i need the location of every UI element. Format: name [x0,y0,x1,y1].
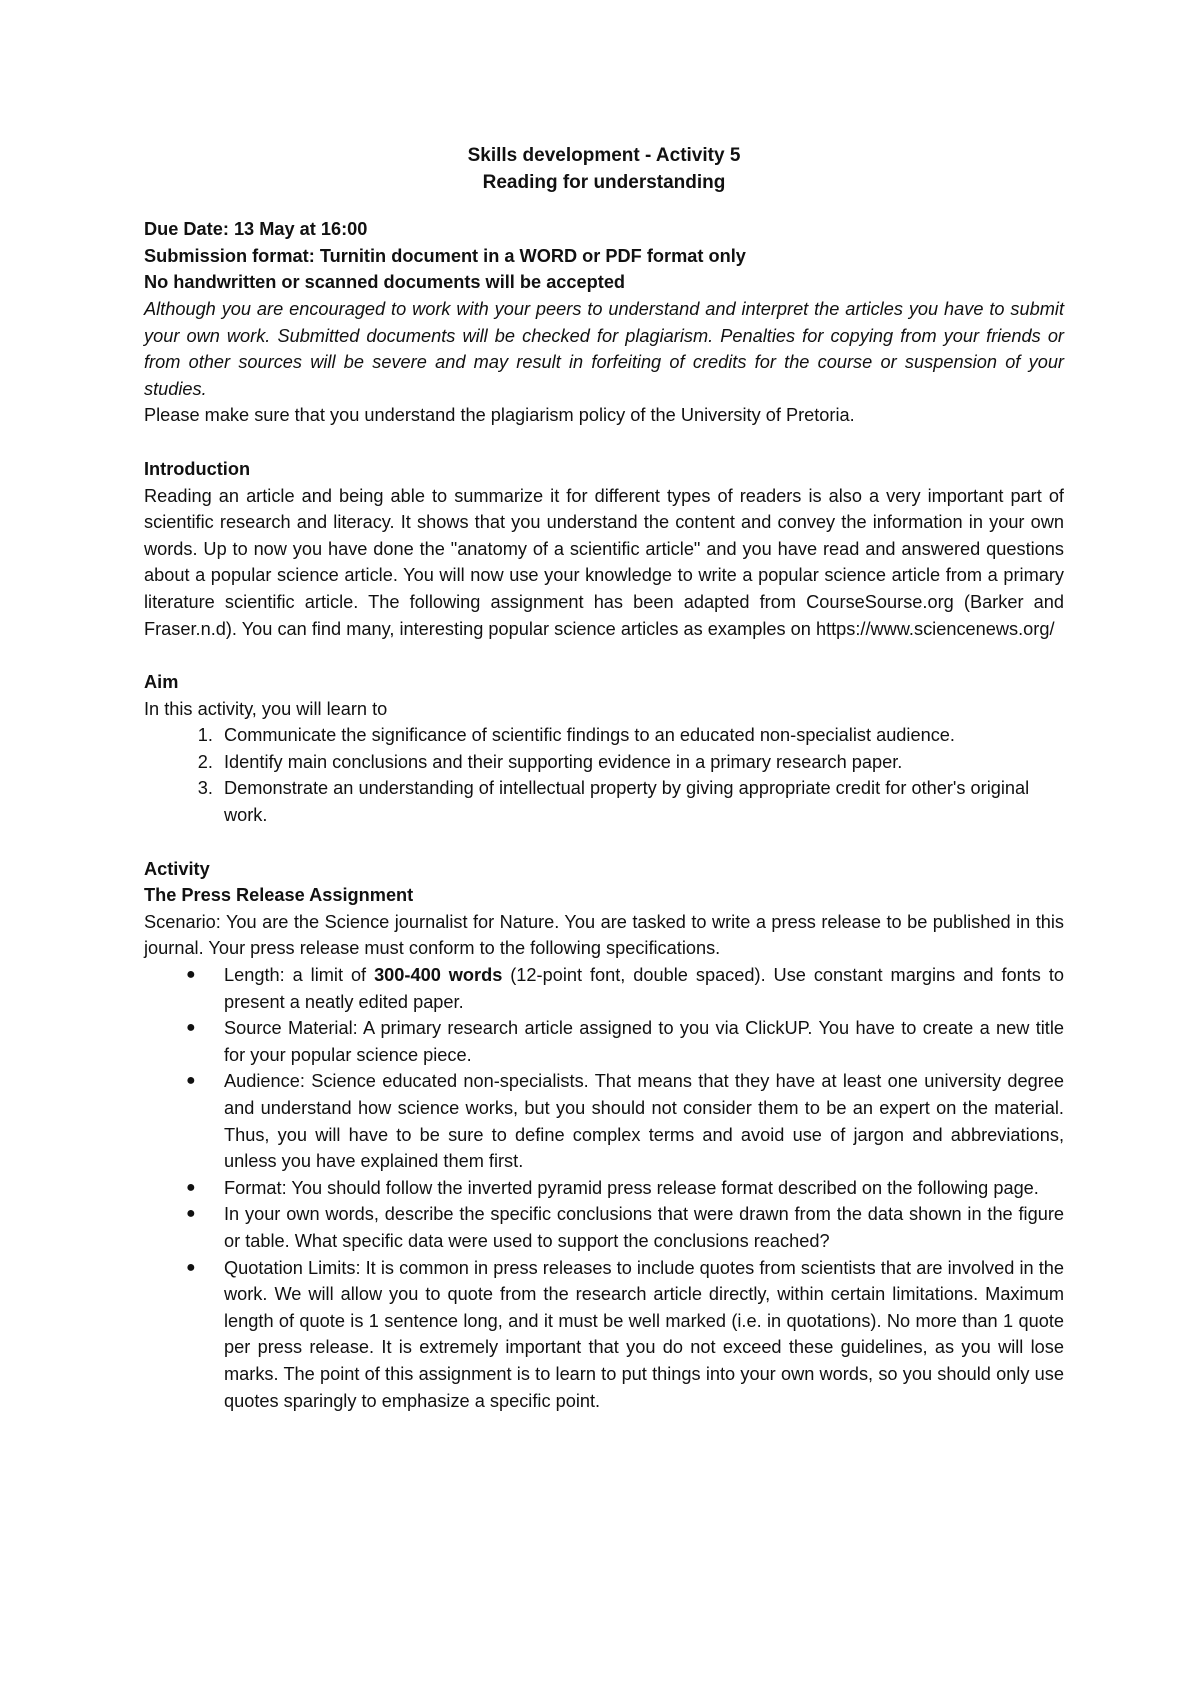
spec-item-format [186,1175,1064,1202]
spec-item-quotation [186,1255,1064,1415]
specification-list [144,962,1064,1414]
policy-note: Please make sure that you understand the plagiarism policy of the University of Pretoria. [144,405,855,426]
bullet-icon: ● [186,1019,196,1037]
spec-item-text: Source Material: A primary research article assigned to you via ClickUP. You have to create a new title for your popular science piece. [224,1018,1064,1065]
aim-item: 1. Communicate the significance of scientific findings to an educated non-specialist audience. [218,722,1064,749]
length-word-limit: 300-400 words [374,965,503,986]
spacer [144,829,1064,856]
aim-heading: Aim [144,672,179,693]
length-text-before: Length: a limit of [224,965,375,986]
spec-item-text: In your own words, describe the specific conclusions that were drawn from the data shown in the figure or table. What specific data were used to support the conclusions reached? [224,1204,1064,1251]
bullet-icon: ● [186,1178,196,1196]
aim-lead: In this activity, you will learn to [144,698,388,719]
aim-item: 2. Identify main conclusions and their supporting evidence in a primary research paper. [218,749,1064,776]
aim-item: 3. Demonstrate an understanding of intellectual property by giving appropriate credit for other's original work. [218,775,1064,828]
spacer [144,642,1064,669]
spec-item-source [186,1015,1064,1068]
aim-list [144,722,1064,828]
spec-item-text: Format: You should follow the inverted pyramid press release format described on the following page. [224,1177,1039,1198]
activity-scenario: Scenario: You are the Science journalist for Nature. You are tasked to write a press release to be published in this journal. Your press release must conform to the following specifications. [144,911,1064,959]
bullet-icon: ● [186,1258,196,1276]
activity-subheading: The Press Release Assignment [144,885,414,906]
spec-item-length [186,962,1064,1015]
length-text-after: (12-point font, double spaced). Use constant margins and fonts to present a neatly edited paper. [224,965,1064,1012]
document-subtitle: Reading for understanding [482,171,726,193]
spec-item-conclusions [186,1201,1064,1254]
spec-item-text: Audience: Science educated non-specialists. That means that they have at least one university degree and understand how science works, but you should not consider them to be an expert on the material. Thus, you will have to be sure to define complex terms and avoid use of jargon and abbreviations, unless you have explained them first. [224,1071,1064,1172]
no-handwritten-notice: No handwritten or scanned documents will be accepted [144,272,626,293]
spec-item-text: Quotation Limits: It is common in press releases to include quotes from scientists that are involved in the work. We will allow you to quote from the research article directly, within certain limitations. Maximum length of quote is 1 sentence long, and it must be well marked (i.e. in quotations). No more than 1 quote per press release. It is extremely important that you do not exceed these guidelines, as you will lose marks. The point of this assignment is to learn to put things into your own words, so you should only use quotes sparingly to emphasize a specific point. [224,1257,1064,1411]
document-title: Skills development - Activity 5 [467,145,741,166]
bullet-icon: ● [186,1072,196,1090]
document-title-block [144,143,1064,196]
due-date: Due Date: 13 May at 16:00 [144,219,368,240]
bullet-icon: ● [186,966,196,984]
bullet-icon: ● [186,1205,196,1223]
submission-format: Submission format: Turnitin document in a WORD or PDF format only [144,245,746,266]
activity-heading: Activity [144,858,210,879]
introduction-heading: Introduction [144,458,251,479]
plagiarism-warning: Although you are encouraged to work with your peers to understand and interpret the articles you have to submit your own work. Submitted documents will be checked for plagiarism. Penalties for copying from your friends or from other sources will be severe and may result in forfeiting of credits for the course or suspension of your studies. [144,298,1064,399]
spacer [144,429,1064,456]
introduction-body: Reading an article and being able to summarize it for different types of readers is also a very important part of scientific research and literacy. It shows that you understand the content and convey the information in your own words. Up to now you have done the "anatomy of a scientific article" and you have read and answered questions about a popular science article. You will now use your knowledge to write a popular science article from a primary literature scientific article. The following assignment has been adapted from CourseSourse.org (Barker and Fraser.n.d). You can find many, interesting popular science articles as examples on https://www.sciencenews.org/ [144,485,1064,639]
spec-item-audience [186,1068,1064,1174]
